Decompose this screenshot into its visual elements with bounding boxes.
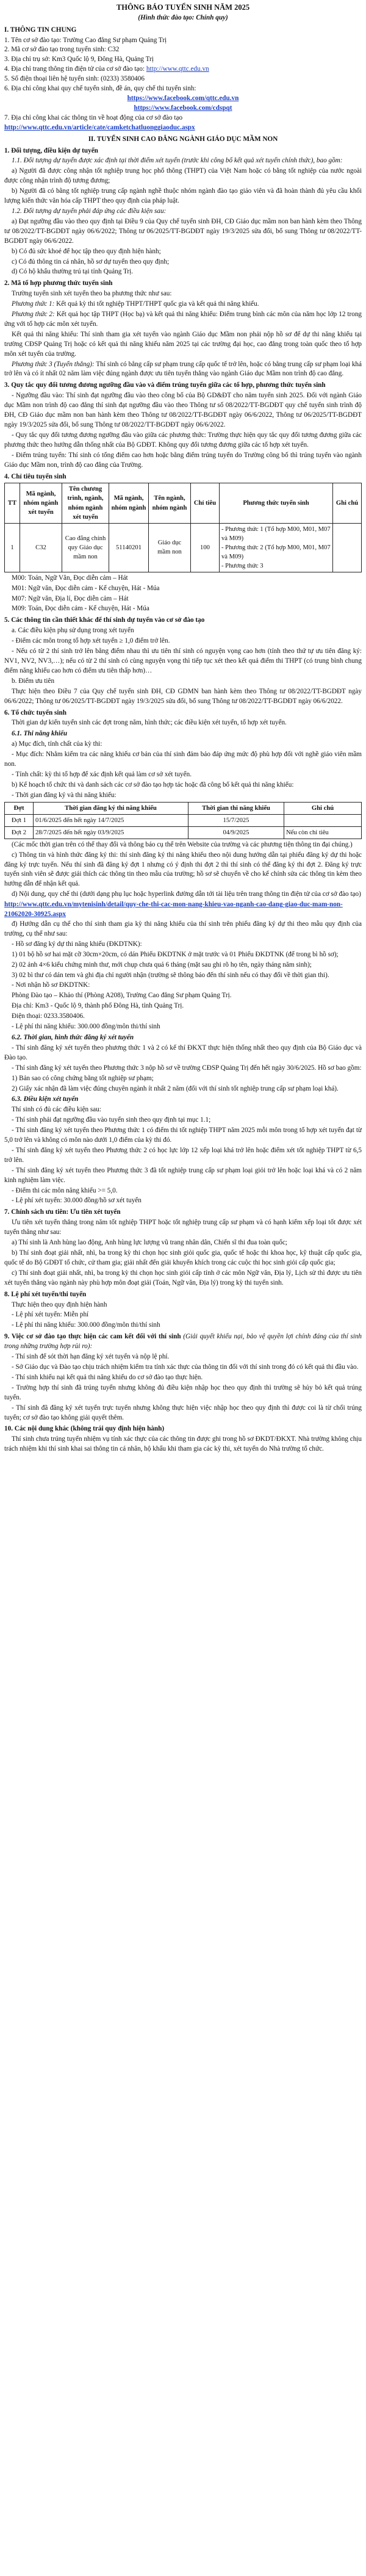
s61-hs6: Địa chỉ: Km3 - Quốc lộ 9, thành phố Đông Hà, tỉnh Quảng Trị. [12, 1002, 184, 1010]
s11-title: 1.1. Đối tượng dự tuyển được xác định tại thời điểm xét tuyển (trước khi công bố kết quả xét tuyển chính thức), bao gồm: [12, 157, 343, 165]
s2-talent-exam: Kết quả thi năng khiếu: Thí sinh tham gia xét tuyển vào ngành Giáo dục Mầm non phải nộp hồ sơ để dự thi năng khiếu tại trường CĐSP Quảng Trị hoặc có kết quả thi năng khiếu năm 2025 tại các trường đại học, cao đẳng trong toàn quốc theo tổ hợp môn xét tuyển của trường. [4, 330, 362, 358]
table-row: 1 C32 Cao đẳng chính quy Giáo dục mầm non 51140201 Giáo dục mầm non 100 - Phương thức 1 (Tổ hợp M00, M01, M07 và M09) - Phương thức 2 (Tổ hợp M00, M01, M07 và M09) - Phương thức 3 [5, 523, 362, 572]
s7-c: c) Thí sinh đoạt giải nhất, nhì, ba trong kỳ thi chọn học sinh giỏi cấp tỉnh ở các môn Ngữ văn, Địa lý, Lịch sử thì được ưu tiên xét tuyển thẳng vào ngành này phù hợp môn đoạt giải (Toán, Ngữ văn, Địa lý) trong kỳ thi tuyển sinh. [4, 1269, 362, 1286]
s2-method-2: Phương thức 2: Kết quả học tập THPT (Học bạ) và kết quả thi năng khiếu: Điểm trung bình các môn của năm học lớp 12 trong ứng với tổ hợp các môn xét tuyển. [4, 311, 362, 328]
s61-title: 6.1. Thi năng khiếu [12, 730, 68, 738]
s7-b: b) Thí sinh đoạt giải nhất, nhì, ba trong kỳ thi chọn học sinh giỏi quốc gia, quốc tế hoặc thi khoa học, kỹ thuật cấp quốc gia, quốc tế do Bộ GDĐT tổ chức, cử tham gia; giải nhất đến giải khuyến khích trong các cuộc thi học sinh giỏi cấp quốc gia; [4, 1249, 362, 1266]
facebook-link-2[interactable]: https://www.facebook.com/cdspqt [134, 104, 232, 112]
combo-m01: M01: Ngữ văn, Đọc diễn cảm - Kể chuyện, Hát - Múa [12, 584, 160, 592]
info-item-5: 5. Số điện thoại liên hệ tuyển sinh: (0233) 3580406 [4, 75, 145, 83]
s61-n3: d) Nội dung, quy chế thi (dưới dạng phụ lục hoặc hyperlink đường dẫn tới tài liệu trên trang thông tin điện tử của cơ sở đào tạo) [12, 890, 361, 898]
s6-title: 6. Tổ chức tuyển sinh [4, 709, 66, 716]
s9-p2: - Sở Giáo dục và Đào tạo chịu trách nhiệm kiểm tra tính xác thực của thông tin đối với thí sinh trong đó có kết quả thi đầu vào. [12, 1363, 359, 1371]
s64: - Điểm thi các môn năng khiếu >= 5,0. [12, 1186, 118, 1194]
s9-p5: - Thí sinh đã đăng ký xét tuyển trực tuyến nhưng không thực hiện việc nhập học theo quy định thì được coi là từ chối trúng tuyển; cơ sở đào tạo không giải quyết thêm. [4, 1404, 362, 1421]
info-item-3: 3. Địa chỉ trụ sở: Km3 Quốc lộ 9, Đông Hà, Quảng Trị [4, 56, 154, 63]
notice-title: THÔNG BÁO TUYỂN SINH NĂM 2025 [116, 3, 250, 12]
s61-b: b) Kế hoạch tổ chức thi và danh sách các cơ sở đào tạo hợp tác hoặc đã công bố kết quả thi năng khiếu: [12, 781, 294, 788]
s62-p2: - Thí sinh đăng ký xét tuyển theo Phương thức 3 nộp hồ sơ về trường CĐSP Quảng Trị đến hết ngày 30/6/2025. Hồ sơ bao gồm: [12, 1064, 362, 1072]
s5-a2: - Nếu có từ 2 thí sinh trở lên bằng điểm nhau thì ưu tiên thí sinh có nguyện vọng cao hơn (tính theo thứ tự ưu tiên đăng ký: NV1, NV2, NV3,…); nếu có từ 2 thí sinh có cùng nguyện vọng thì tiếp tục xét theo kết quả điểm thi THPT (có trung bình chung điểm năng khiếu cao hơn có điểm ưu tiên thấp hơn)… [4, 648, 362, 674]
s61-hs4: - Nơi nhận hồ sơ ĐKDTNK: [12, 981, 90, 989]
info-item-6: 6. Địa chỉ công khai quy chế tuyển sinh, đề án, quy chế thi tuyển sinh: [4, 85, 196, 93]
s5-b: b. Điểm ưu tiên [12, 677, 55, 685]
s5-title: 5. Các thông tin cần thiết khác để thí sinh dự tuyển vào cơ sở đào tạo [4, 616, 205, 624]
s12-title: 1.2. Đối tượng dự tuyển phải đáp ứng các điều kiện sau: [12, 207, 167, 215]
s62-p4: 2) Giấy xác nhận đã làm việc đúng chuyên ngành ít nhất 2 năm (đối với thí sinh tốt nghiệp trung cấp sư phạm loại khá). [12, 1084, 339, 1092]
s63-p1: Thí sinh có đủ các điều kiện sau: [12, 1106, 101, 1114]
s8-p3: - Lệ phí thi năng khiếu: 300.000 đồng/môn thi/thí sinh [12, 1321, 160, 1329]
combo-m09: M09: Toán, Đọc diễn cảm - Kể chuyện, Hát - Múa [12, 605, 149, 613]
s7-a: a) Thí sinh là Anh hùng lao động, Anh hùng lực lượng vũ trang nhân dân, Chiến sĩ thi đua toàn quốc; [12, 1239, 287, 1247]
info-item-4: 4. Địa chỉ trang thông tin điện tử của cơ sở đào tạo: http://www.qttc.edu.vn [4, 65, 209, 73]
s11-a: a) Người đã được công nhận tốt nghiệp trung học phổ thông (THPT) của Việt Nam hoặc có bằng tốt nghiệp của nước ngoài được công nhận trình độ tương đương; [4, 167, 362, 185]
facebook-link-1[interactable]: https://www.facebook.com/qttc.edu.vn [127, 95, 239, 102]
s10-title: 10. Các nội dung khác (không trái quy định hiện hành) [4, 1425, 165, 1433]
s63-title: 6.3. Điều kiện xét tuyển [12, 1095, 79, 1103]
s7-p1: Ưu tiên xét tuyển thẳng trong năm tốt nghiệp THPT hoặc tốt nghiệp trung cấp sư phạm và có hạnh kiểm xếp loại tốt được xét tuyển thẳng như sau: [4, 1219, 362, 1236]
table-row: Đợt 2 28/7/2025 đến hết ngày 03/9/2025 04/9/2025 Nếu còn chỉ tiêu [5, 826, 362, 839]
schedule-table: Đợt Thời gian đăng ký thi năng khiếu Thời gian thi năng khiếu Ghi chú Đợt 1 01/6/2025 đến hết ngày 14/7/2025 15/7/2025 Đợt 2 28/7/2025 đến hết ngày 03/9/2025 04/9/2025 Nếu còn chỉ tiêu [4, 802, 362, 839]
s2-method-3: Phương thức 3 (Tuyển thẳng): Thí sinh có bằng cấp sư phạm trung cấp quốc tế trở lên, hoặc có bằng trung cấp sư phạm loại khá trở lên và có ít nhất 02 năm làm việc đúng ngành được ưu tiên tuyển thẳng vào ngành Giáo dục Mầm non trình độ cao đẳng. [4, 360, 362, 378]
s3-p2: - Quy tắc quy đổi tương đương ngưỡng đầu vào giữa các phương thức: Trường thực hiện quy tắc quy đổi tương đương giữa các phương thức theo hướng dẫn thống nhất của Bộ GDĐT. Không quy đổi tương đương giữa các tổ hợp xét tuyển. [4, 431, 362, 449]
s63-p3: - Thí sinh đăng ký xét tuyển theo Phương thức 1 có điểm thi tốt nghiệp THPT năm 2025 mỗi môn trong tổ hợp xét tuyển đạt từ 5,0 trở lên và không có môn nào dưới 1,0 điểm của kỳ thi đó. [4, 1127, 362, 1144]
s2-intro: Trường tuyển sinh xét tuyển theo ba phương thức như sau: [12, 290, 172, 298]
s2-title: 2. Mã tổ hợp phương thức tuyển sinh [4, 280, 113, 287]
s62-title: 6.2. Thời gian, hình thức đăng ký xét tuyển [12, 1033, 134, 1041]
s3-p1: - Ngưỡng đầu vào: Thí sinh đạt ngưỡng đầu vào theo công bố của Bộ GD&ĐT cho năm tuyển sinh 2025. Đối với ngành Giáo dục Mầm non trình độ cao đẳng thí sinh đạt ngưỡng đầu vào theo Thông tư số 08/2022/TT-BGDĐT quy chế tuyển sinh trình độ ĐH, CĐ Giáo dục mầm non ban hành kèm theo Thông tư 08/2022/TT-BGDĐT ngày 06/6/2022, Thông tư 06/2025/TT-BGDĐT ngày 19/3/2025 sửa đổi, bổ sung Thông tư 08/2022/TT-BGDĐT ngày 06/6/2022. [4, 392, 362, 428]
s61-a1: - Mục đích: Nhằm kiểm tra các năng khiếu cơ bản của thí sinh đảm bảo đáp ứng mức độ phù hợp đối với nghề giáo viên mầm non. [4, 751, 362, 768]
s8-p1: Thực hiện theo quy định hiện hành [12, 1301, 107, 1308]
s8-p2: - Lệ phí xét tuyển: Miễn phí [12, 1311, 89, 1319]
s61-hs0: - Hồ sơ đăng ký dự thi năng khiếu (ĐKDTNK): [12, 940, 142, 948]
s61-hs7: Điện thoại: 0233.3580406. [12, 1012, 85, 1020]
info-item-2: 2. Mã cơ sở đào tạo trong tuyển sinh: C32 [4, 46, 120, 54]
quota-table: TT Mã ngành, nhóm ngành xét tuyển Tên chương trình, ngành, nhóm ngành xét tuyển Mã ngành, nhóm ngành Tên ngành, nhóm ngành Chỉ tiêu Phương thức tuyển sinh Ghi chú 1 C32 Cao đẳng chính quy Giáo dục mầm non 51140201 Giáo dục mầm non 100 - Phương thức 1 (Tổ hợp M00, M01, M07 và M09) - Phương thức 2 (Tổ hợp M00, M01, M07 và M09) - Phương thức 3 [4, 483, 362, 572]
combo-m00: M00: Toán, Ngữ Văn, Đọc diễn cảm – Hát [12, 574, 128, 582]
s9-p1: - Thí sinh để sót thời hạn đăng ký xét tuyển và nộp lệ phí. [12, 1353, 170, 1361]
info-item-1: 1. Tên cơ sở đào tạo: Trường Cao đẳng Sư phạm Quảng Trị [4, 36, 167, 44]
s5-b1: Thực hiện theo Điều 7 của Quy chế tuyển sinh ĐH, CĐ GDMN ban hành kèm theo Thông tư 08/2022/TT-BGDĐT ngày 06/6/2022; Thông tư 06/2025/TT-BGDĐT ngày 19/3/2025 sửa đổi, bổ sung Thông tư 08/2022/TT-BGDĐT ngày 06/6/2022. [4, 687, 362, 705]
website-link[interactable]: http://www.qttc.edu.vn [146, 65, 209, 73]
s12-a: a) Đạt ngưỡng đầu vào theo quy định tại Điều 9 của Quy chế tuyển sinh ĐH, CĐ Giáo dục mầm non ban hành kèm theo Thông tư 08/2022/TT-BGDĐT ngày 06/6/2022; Thông tư 06/2025/TT-BGDĐT ngày 19/3/2025 sửa đổi, bổ sung Thông tư 08/2022/TT-BGDĐT ngày 06/6/2022. [4, 217, 362, 245]
info-item-7: 7. Địa chỉ công khai các thông tin về hoạt động của cơ sở đào tạo [4, 114, 183, 121]
s5-a: a. Các điều kiện phụ sử dụng trong xét tuyển [12, 627, 134, 635]
s62-p3: 1) Bản sao có công chứng bằng tốt nghiệp sư phạm; [12, 1074, 154, 1082]
s8-title: 8. Lệ phí xét tuyển/thi tuyển [4, 1290, 87, 1298]
s12-b: b) Có đủ sức khoẻ để học tập theo quy định hiện hành; [12, 247, 161, 255]
combo-m07: M07: Ngữ văn, Địa lí, Đọc diễn cảm – Hát [12, 594, 129, 602]
quality-commitment-link[interactable]: http://www.qttc.edu.vn/article/cate/camketchatluonggiaoduc.aspx [4, 123, 195, 131]
section-2-heading: II. TUYỂN SINH CAO ĐẲNG NGÀNH GIÁO DỤC MẦM NON [88, 135, 278, 143]
s64b: - Lệ phí xét tuyển: 30.000 đồng/hồ sơ xét tuyển [12, 1197, 142, 1205]
s11-b: b) Người đã có bằng tốt nghiệp trung cấp ngành nghề thuộc nhóm ngành đào tạo giáo viên và đã hoàn thành đủ yêu cầu khối lượng kiến thức văn hóa cấp THPT theo quy định của pháp luật. [4, 187, 362, 205]
exam-rules-link[interactable]: http://www.qttc.edu.vn/mytenisinh/detail/quy-che-thi-cac-mon-nang-khieu-vao-nganh-cao-dang-giao-duc-mam-non-21062020-30925.aspx [4, 901, 343, 918]
s61-hs2: 2) 02 ảnh 4×6 kiểu chứng minh thư, mới chụp chưa quá 6 tháng (mặt sau ghi rõ họ tên, ngày tháng năm sinh); [12, 961, 312, 969]
s3-p3: - Điểm trúng tuyển: Thí sinh có tổng điểm cao hơn hoặc bằng điểm trúng tuyển do Trường công bố thì trúng tuyển vào ngành Giáo dục Mầm non, trình độ cao đẳng của Trường. [4, 451, 362, 469]
s61-hs1: 1) 01 bộ hồ sơ hai mặt cỡ 30cm×20cm, có dán Phiếu ĐKDTNK ở mặt trước và 01 Phiếu ĐKDTNK (để trong bì hồ sơ); [12, 950, 339, 958]
s61-hs5: Phòng Đào tạo – Khảo thí (Phòng A208), Trường Cao đẳng Sư phạm Quảng Trị. [12, 992, 232, 1000]
s12-d: d) Có hộ khẩu thường trú tại tỉnh Quảng Trị. [12, 268, 134, 276]
s9-p4: - Trường hợp thí sinh đã trúng tuyển nhưng không đủ điều kiện nhập học theo quy định thì trường sẽ hủy bỏ kết quả trúng tuyển. [4, 1384, 362, 1401]
s5-a1: - Điểm các môn trong tổ hợp xét tuyển ≥ 1,0 điểm trở lên. [12, 637, 170, 645]
s63-p4: - Thí sinh đăng ký xét tuyển theo Phương thức 2 có học lực lớp 12 xếp loại khá trở lên hoặc điểm xét tốt nghiệp THPT từ 6,5 trở lên. [4, 1146, 362, 1164]
s61-n1: (Các mốc thời gian trên có thể thay đổi và thông báo cụ thể trên Website của trường và các phương tiện thông tin đại chúng.) [12, 840, 353, 848]
s9-title: 9. Việc cơ sở đào tạo thực hiện các cam kết đối với thí sinh (Giải quyết khiếu nại, bảo vệ quyền lợi chính đáng của thí sinh trong những trường hợp rủi ro): [4, 1333, 362, 1351]
s6-p1: Thời gian dự kiến tuyển sinh các đợt trong năm, hình thức; các điều kiện xét tuyển, tổ hợp xét tuyển. [12, 719, 287, 727]
s61-n2: c) Thông tin và hình thức đăng ký thi: thí sinh đăng ký thi năng khiếu theo nội dung hướng dẫn tại phiếu đăng ký dự thi hoặc đăng ký trực tuyến. Nếu thí sinh đã đăng ký đợt 1 nhưng có ý định thi đợt 2 thì thí sinh có thể đăng ký thi đợt 2. Đăng ký trực tuyến sinh viên sẽ được giải thích các thông tin theo mẫu của trường; hồ sơ sẽ chuyển về cho kế chỉnh sửa các thông tin kèm theo hướng dẫn để nhận kết quả. [4, 851, 362, 888]
s3-title: 3. Quy tắc quy đổi tương đương ngưỡng đầu vào và điểm trúng tuyển giữa các tổ hợp, phương thức tuyển sinh [4, 381, 326, 389]
s63-p2: - Thí sinh phải đạt ngưỡng đầu vào tuyển sinh theo quy định tại mục 1.1; [12, 1116, 211, 1124]
s9-p3: - Thí sinh khiếu nại kết quả thi năng khiếu do cơ sở đào tạo thực hiện. [12, 1373, 203, 1381]
s12-c: c) Có đủ thông tin cá nhân, hồ sơ dự tuyển theo quy định; [12, 258, 170, 265]
s61-a2: - Tính chất: kỳ thi tổ hợp để xác định kết quả làm cơ sở xét tuyển. [12, 770, 192, 778]
s2-method-1: Phương thức 1: Kết quả kỳ thi tốt nghiệp THPT/THPT quốc gia và kết quả thi năng khiếu. [12, 300, 259, 308]
section-1-heading: I. THÔNG TIN CHUNG [4, 26, 77, 34]
s4-title: 4. Chỉ tiêu tuyển sinh [4, 472, 66, 480]
table-row: Đợt 1 01/6/2025 đến hết ngày 14/7/2025 15/7/2025 [5, 814, 362, 826]
notice-subtitle: (Hình thức đào tạo: Chính quy) [138, 13, 228, 21]
s61-hs-title: đ) Hướng dẫn cụ thể cho thí sinh tham gia kỳ thi năng khiếu của thí sinh trên phiếu đăng ký dự thi theo mẫu quy định của trường, cụ thể như sau: [4, 920, 362, 937]
s61-hs3: 3) 02 bì thư có dán tem và ghi địa chỉ người nhận (trường sẽ thông báo đến thí sinh nếu có thay đổi về thời gian thi). [12, 971, 329, 979]
s63-p5: - Thí sinh đăng ký xét tuyển theo Phương thức 3 đã tốt nghiệp trung cấp sư phạm loại giỏi trở lên hoặc loại khá và có 2 năm kinh nghiệm làm việc. [4, 1166, 362, 1184]
s7-title: 7. Chính sách ưu tiên: Ưu tiên xét tuyển [4, 1208, 121, 1216]
s1-title: 1. Đối tượng, điều kiện dự tuyển [4, 146, 98, 154]
s61-a: a) Mục đích, tính chất của kỳ thi: [12, 740, 102, 748]
s62-p1: - Thí sinh đăng ký xét tuyển theo phương thức 1 và 2 có kế thí ĐKXT thực hiện thống nhất theo quy định của Bộ Giáo dục và Đào tạo. [4, 1044, 362, 1061]
s61-c: - Thời gian đăng ký và thi năng khiếu: [12, 791, 117, 799]
s10-p1: Thí sinh chưa trúng tuyển nhiệm vụ tính xác thực của các thông tin được ghi trong hồ sơ ĐKDT/ĐKXT. Nhà trường không chịu trách nhiệm khi thí sinh khai sai thông tin cá nhân, hộ khẩu khi tham gia các kỳ thi, xét tuyển do Nhà trường tổ chức. [4, 1435, 362, 1453]
s61-hs8: - Lệ phí thi năng khiếu: 300.000 đồng/môn thi/thí sinh [12, 1023, 160, 1031]
